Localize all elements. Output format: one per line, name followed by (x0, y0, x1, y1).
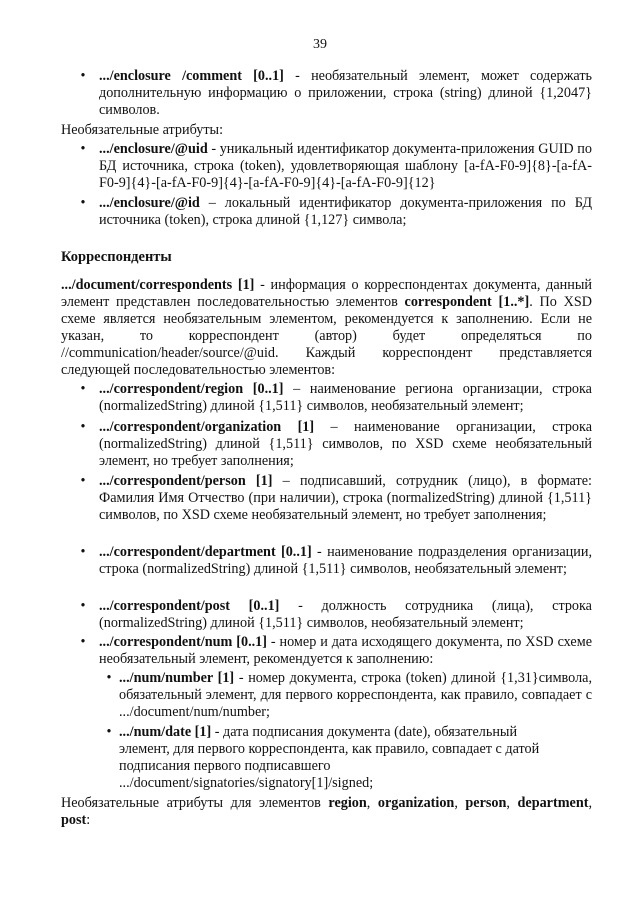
paragraph-text: Необязательные атрибуты для элементов (61, 795, 329, 811)
element-name: organization (377, 795, 455, 811)
list-item (99, 634, 592, 668)
bullet-icon: • (80, 195, 86, 211)
separator: , (366, 795, 378, 811)
element-description: - номер документа, строка (token) длиной {1,31}символа, обязательный элемент, для первого корреспондента, как правило, совпадает с .../document/num/number; (119, 670, 592, 720)
element-description: - дата подписания документа (date), обязательный элемент, для первого корреспондента, как правило, совпадает с датой подписания первого подписавшего .../document/signatories/signatory[1]/signed; (119, 724, 540, 791)
element-path: .../num/number [1] (119, 670, 235, 686)
list-item (99, 598, 592, 632)
element-description: - наименование подразделения организации, строка (normalizedString) длиной {1,511} символов, необязательный элемент; (99, 544, 592, 577)
element-path: .../correspondent/region [0..1] (99, 381, 284, 397)
element-path: .../correspondent/person [1] (99, 473, 273, 489)
enclosure-uid-item (99, 141, 592, 192)
enclosure-id-item (99, 195, 592, 229)
element-description: - номер и дата исходящего документа, по XSD схеме необязательный элемент, рекомендуется к заполнению: (99, 634, 592, 667)
bullet-icon: • (106, 724, 112, 740)
paragraph-text: - информация о корреспондентах документа, данный элемент представлен последовательностью элементов (61, 277, 592, 310)
element-path: .../correspondent/num [0..1] (99, 634, 267, 650)
element-name: region (328, 795, 367, 811)
element-name: post (61, 812, 87, 828)
paragraph-text: . По XSD схеме является необязательным элементом, рекомендуется к заполнению. Если не указан, то корреспондент (автор) будет определяться по //communication/header/source/@uid. Каждый корреспондент представляется следующей последовательностью элементов: (61, 294, 593, 378)
element-name: correspondent (404, 294, 492, 310)
punctuation: : (86, 812, 91, 828)
separator: , (588, 795, 592, 811)
element-description: - должность сотрудника (лица), строка (normalizedString) длиной {1,511} символов, необязательный элемент; (99, 598, 592, 631)
list-item (99, 473, 592, 524)
cardinality: [1..*] (498, 294, 530, 310)
bullet-icon: • (80, 634, 86, 650)
element-path: .../correspondent/department [0..1] (99, 544, 312, 560)
bullet-icon: • (80, 381, 86, 397)
optional-attributes-elements (61, 795, 592, 829)
optional-attributes-label: Необязательные атрибуты: (61, 122, 224, 138)
element-name: department (517, 795, 589, 811)
element-path: .../document/correspondents [1] (61, 277, 255, 293)
bullet-icon: • (106, 670, 112, 686)
sub-list-item (119, 670, 592, 721)
bullet-icon: • (80, 141, 86, 157)
bullet-icon: • (80, 544, 86, 560)
element-name: person (465, 795, 507, 811)
list-item (99, 381, 592, 415)
element-path: .../enclosure/@uid (99, 141, 208, 157)
element-description: – наименование организации, строка (normalizedString) длиной {1,511} символов, по XSD схеме необязательный элемент, но требует заполнения; (99, 419, 592, 469)
element-path: .../enclosure /comment [0..1] (99, 68, 284, 84)
sub-list-item (119, 724, 559, 792)
element-description: – локальный идентификатор документа-приложения по БД источника (token), строка длиной {1,127} символа; (99, 195, 592, 228)
separator: , (454, 795, 466, 811)
element-path: .../num/date [1] (119, 724, 212, 740)
list-item (99, 544, 592, 578)
element-description: – наименование региона организации, строка (normalizedString) длиной {1,511} символов, необязательный элемент; (99, 381, 592, 414)
element-path: .../enclosure/@id (99, 195, 200, 211)
correspondents-paragraph (61, 277, 592, 379)
enclosure-comment-item (99, 68, 592, 119)
element-path: .../correspondent/organization [1] (99, 419, 315, 435)
bullet-icon: • (80, 68, 86, 84)
bullet-icon: • (80, 419, 86, 435)
list-item (99, 419, 592, 470)
bullet-icon: • (80, 598, 86, 614)
page-number: 39 (313, 37, 327, 52)
element-description: - уникальный идентификатор документа-приложения GUID по БД источника, строка (token), удовлетворяющая шаблону [a-fA-F0-9]{8}-[a-fA-F0-9]{4}-[a-fA-F0-9]{4}-[a-fA-F0-9]{4}-[a-fA-F0-9]{12} (99, 141, 592, 191)
element-path: .../correspondent/post [0..1] (99, 598, 280, 614)
section-heading: Корреспонденты (61, 249, 172, 265)
bullet-icon: • (80, 473, 86, 489)
element-description: – подписавший, сотрудник (лицо), в формате: Фамилия Имя Отчество (при наличии), строка (normalizedString) длиной {1,511} символов, по XSD схеме необязательный элемент, но требует заполнения; (99, 473, 592, 523)
separator: , (506, 795, 518, 811)
element-description: - необязательный элемент, может содержать дополнительную информацию о приложении, строка (string) длиной {1,2047} символов. (99, 68, 592, 118)
